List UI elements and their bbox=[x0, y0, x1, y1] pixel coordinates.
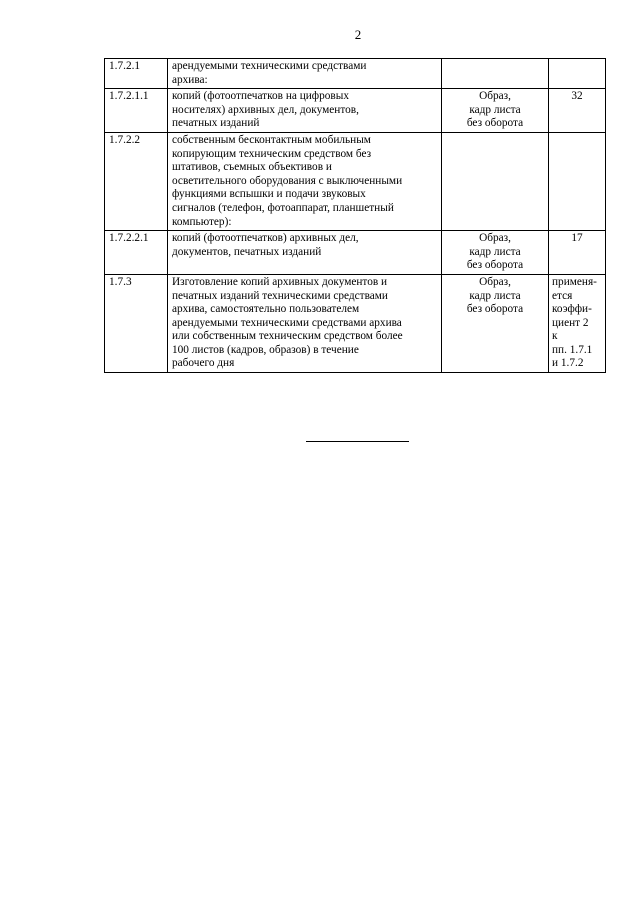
text-line: кадр листа bbox=[469, 103, 521, 116]
text-line: арендуемыми техническими средствами архива bbox=[172, 316, 402, 329]
text-line: 100 листов (кадров, образов) в течение bbox=[172, 343, 359, 356]
text-line: сигналов (телефон, фотоаппарат, планшетный bbox=[172, 201, 394, 214]
text-line: Образ, bbox=[479, 232, 511, 245]
unit-cell bbox=[442, 89, 549, 133]
text-line: носителях) архивных дел, документов, bbox=[172, 103, 359, 116]
text-line: рабочего дня bbox=[172, 357, 235, 370]
unit-cell bbox=[442, 231, 549, 275]
item-description bbox=[168, 274, 442, 372]
text-line: Образ, bbox=[479, 275, 511, 288]
table-row bbox=[105, 132, 606, 230]
text-line: архива, самостоятельно пользователем bbox=[172, 303, 360, 316]
price-cell bbox=[549, 274, 606, 372]
text-line: 32 bbox=[571, 90, 583, 103]
price-cell bbox=[549, 231, 606, 275]
tariff-table bbox=[104, 58, 606, 373]
page-number: 2 bbox=[354, 27, 362, 42]
end-of-document-rule bbox=[306, 441, 409, 442]
text-line: кадр листа bbox=[469, 245, 521, 258]
item-description bbox=[168, 59, 442, 89]
text-line: копирующим техническим средством без bbox=[172, 147, 372, 160]
price-cell bbox=[549, 59, 606, 89]
text-line: штативов, съемных объективов и bbox=[172, 161, 332, 174]
item-description bbox=[168, 231, 442, 275]
unit-cell bbox=[442, 274, 549, 372]
item-number: 1.7.2.1.1 bbox=[105, 89, 168, 133]
text-line: 17 bbox=[571, 232, 583, 245]
text-line: применя- bbox=[552, 275, 597, 288]
text-line: компьютер): bbox=[172, 215, 232, 228]
text-line: без оборота bbox=[466, 117, 524, 130]
price-cell bbox=[549, 132, 606, 230]
text-line: Изготовление копий архивных документов и bbox=[172, 275, 388, 288]
text-line: архива: bbox=[172, 73, 208, 86]
unit-cell bbox=[442, 132, 549, 230]
text-line: или собственным техническим средством более bbox=[172, 330, 403, 343]
item-number: 1.7.3 bbox=[105, 274, 168, 372]
text-line: без оборота bbox=[466, 303, 524, 316]
text-line: документов, печатных изданий bbox=[172, 245, 322, 258]
text-line: копий (фотоотпечатков на цифровых bbox=[172, 90, 349, 103]
table-row bbox=[105, 89, 606, 133]
text-line: и 1.7.2 bbox=[552, 357, 584, 370]
text-line: Образ, bbox=[479, 90, 511, 103]
text-line: копий (фотоотпечатков) архивных дел, bbox=[172, 232, 359, 245]
table-row bbox=[105, 231, 606, 275]
item-number: 1.7.2.1 bbox=[105, 59, 168, 89]
text-line: собственным бесконтактным мобильным bbox=[172, 133, 371, 146]
text-line: циент 2 bbox=[552, 316, 589, 329]
text-line: печатных изданий техническими средствами bbox=[172, 289, 388, 302]
text-line: печатных изданий bbox=[172, 117, 260, 130]
text-line: коэффи- bbox=[552, 303, 592, 316]
item-description bbox=[168, 132, 442, 230]
text-line: без оборота bbox=[466, 259, 524, 272]
item-description bbox=[168, 89, 442, 133]
text-line: функциями вспышки и подачи звуковых bbox=[172, 188, 366, 201]
text-line: к bbox=[552, 330, 558, 343]
price-cell bbox=[549, 89, 606, 133]
unit-cell bbox=[442, 59, 549, 89]
table-row bbox=[105, 274, 606, 372]
text-line: арендуемыми техническими средствами bbox=[172, 60, 367, 72]
item-number: 1.7.2.2 bbox=[105, 132, 168, 230]
text-line: осветительного оборудования с выключенными bbox=[172, 174, 403, 187]
text-line: ется bbox=[552, 289, 573, 302]
item-number: 1.7.2.2.1 bbox=[105, 231, 168, 275]
text-line: пп. 1.7.1 bbox=[552, 343, 593, 356]
text-line: кадр листа bbox=[469, 289, 521, 302]
table-row bbox=[105, 59, 606, 89]
